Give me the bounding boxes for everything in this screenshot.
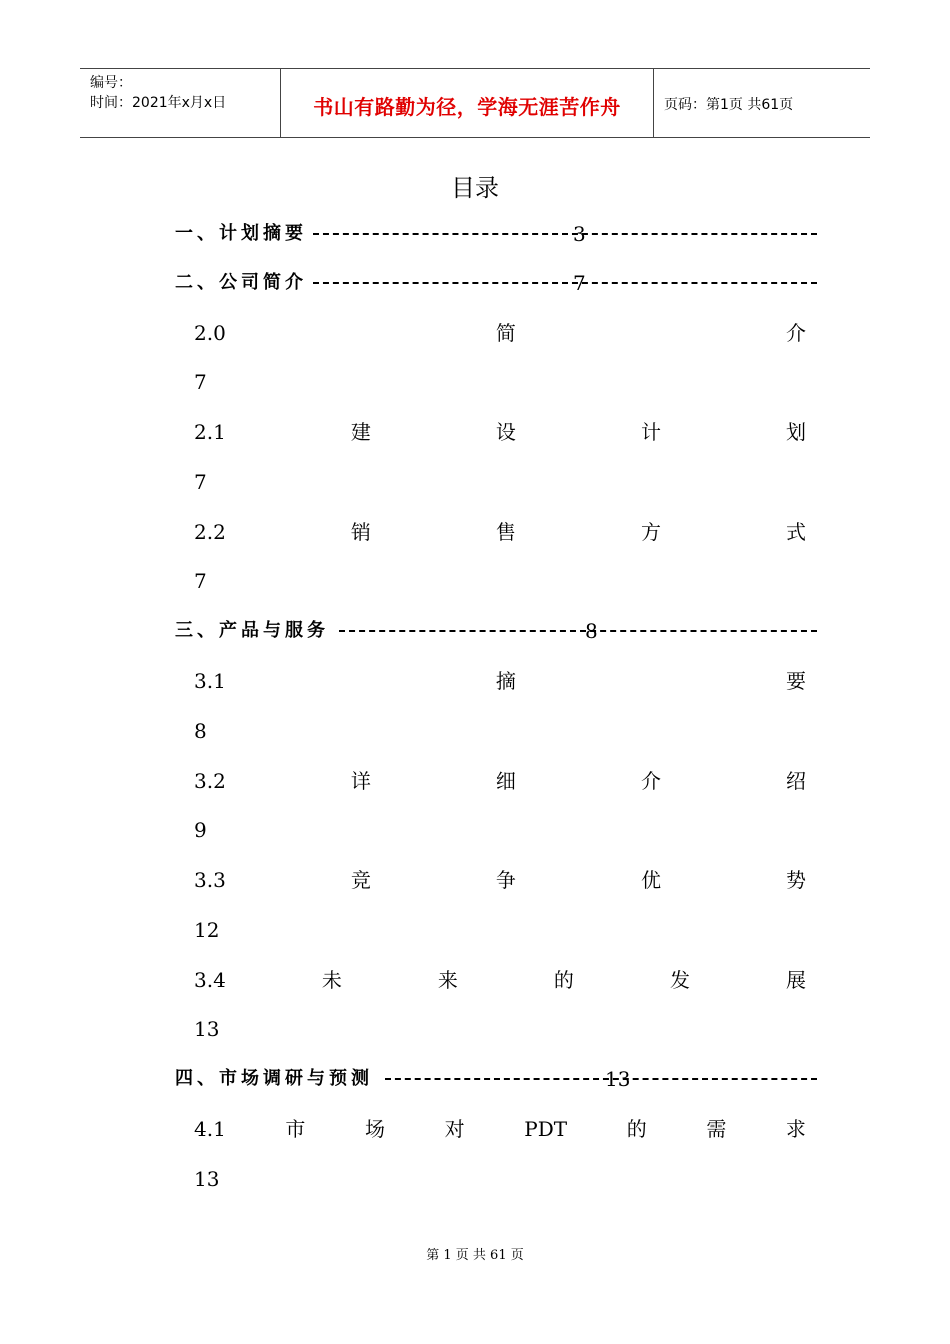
toc-section-page: 3	[573, 222, 586, 246]
toc-subsection-page: 7	[194, 370, 207, 394]
header-page-cell	[654, 69, 870, 137]
toc-subsection[interactable]	[194, 318, 806, 348]
toc-subsection-word: 争	[495, 868, 516, 892]
toc-subsection-word: 计	[640, 420, 661, 444]
toc-subsection-word: 的	[626, 1117, 647, 1141]
toc-subsection-page: 13	[194, 1167, 220, 1191]
toc-subsection-word: 要	[786, 669, 806, 693]
toc-subsection[interactable]	[194, 865, 806, 895]
toc-section[interactable]	[175, 268, 817, 298]
toc-subsection-word: 求	[785, 1117, 806, 1141]
toc-subsection-page: 12	[194, 918, 220, 942]
toc-subsection-word: 绍	[786, 769, 806, 793]
toc-section[interactable]	[175, 1064, 817, 1094]
toc-subsection-word: 的	[553, 968, 574, 992]
toc-section-label: 四、市场调研与预测	[175, 1064, 373, 1094]
page-header	[80, 68, 870, 138]
toc-subsection-word: 介	[786, 321, 806, 345]
toc-title: 目录	[451, 174, 499, 202]
toc-subsection[interactable]	[194, 666, 806, 696]
toc-subsection-word: 对	[444, 1117, 465, 1141]
toc-subsection-page: 8	[194, 719, 207, 743]
toc-subsection-number: 3.3	[194, 868, 226, 892]
toc-section-label: 三、产品与服务	[175, 616, 329, 646]
dotted-leader	[313, 282, 817, 284]
toc-subsection-word: 需	[706, 1117, 727, 1141]
toc-section[interactable]	[175, 616, 817, 646]
toc-subsection-number: 3.1	[194, 669, 226, 693]
page-info: 页码：第1页 共61页	[664, 97, 794, 113]
toc-subsection-word: 划	[786, 420, 806, 444]
toc-subsection-number: 3.2	[194, 769, 226, 793]
toc-subsection-word: 场	[365, 1117, 386, 1141]
toc-subsection-number: 3.4	[194, 968, 226, 992]
toc-subsection[interactable]	[194, 417, 806, 447]
dotted-leader	[313, 233, 817, 235]
toc-subsection-word: 售	[495, 520, 516, 544]
toc-subsection-page: 7	[194, 569, 207, 593]
toc-section[interactable]	[175, 219, 817, 249]
toc-subsection-page: 13	[194, 1017, 220, 1041]
toc-subsection-page: 7	[194, 470, 207, 494]
toc-subsection[interactable]	[194, 965, 806, 995]
dotted-leader	[339, 630, 817, 632]
toc-subsection-word: 简	[495, 321, 516, 345]
toc-section-label: 二、公司简介	[175, 268, 307, 298]
toc-subsection-word: 详	[350, 769, 371, 793]
toc-subsection-number: 2.1	[194, 420, 226, 444]
page-footer: 第 1 页 共 61 页	[426, 1248, 524, 1263]
header-motto-cell	[281, 69, 654, 137]
toc-section-page: 13	[605, 1067, 631, 1091]
toc-subsection[interactable]	[194, 1114, 806, 1144]
toc-subsection-word: 建	[350, 420, 371, 444]
toc-subsection-word: 未	[321, 968, 342, 992]
toc-subsection-word: 展	[785, 968, 806, 992]
toc-subsection-word: 竞	[350, 868, 371, 892]
header-info-cell	[80, 69, 281, 137]
toc-subsection-word: PDT	[524, 1117, 568, 1141]
toc-subsection-word: 来	[437, 968, 458, 992]
motto: 书山有路勤为径，学海无涯苦作舟	[313, 95, 621, 119]
toc-subsection-word: 势	[786, 868, 806, 892]
toc-subsection-word: 发	[669, 968, 690, 992]
dotted-leader	[385, 1078, 817, 1080]
serial-label: 编号：	[90, 75, 132, 91]
toc-subsection-word: 摘	[495, 669, 516, 693]
toc-subsection-number: 2.0	[194, 321, 226, 345]
toc-subsection-word: 设	[495, 420, 516, 444]
toc-subsection-word: 销	[350, 520, 371, 544]
toc-subsection-word: 式	[786, 520, 806, 544]
toc-subsection-word: 市	[285, 1117, 306, 1141]
time-label: 时间：2021年x月x日	[90, 95, 227, 111]
toc-subsection-number: 2.2	[194, 520, 226, 544]
toc-section-label: 一、计划摘要	[175, 219, 307, 249]
toc-subsection[interactable]	[194, 517, 806, 547]
toc-subsection-page: 9	[194, 818, 207, 842]
toc-subsection[interactable]	[194, 766, 806, 796]
toc-subsection-word: 优	[640, 868, 661, 892]
toc-subsection-word: 方	[640, 520, 661, 544]
toc-subsection-word: 细	[495, 769, 516, 793]
toc-subsection-number: 4.1	[194, 1117, 226, 1141]
toc-section-page: 8	[585, 619, 598, 643]
toc-section-page: 7	[573, 271, 586, 295]
toc-subsection-word: 介	[640, 769, 661, 793]
